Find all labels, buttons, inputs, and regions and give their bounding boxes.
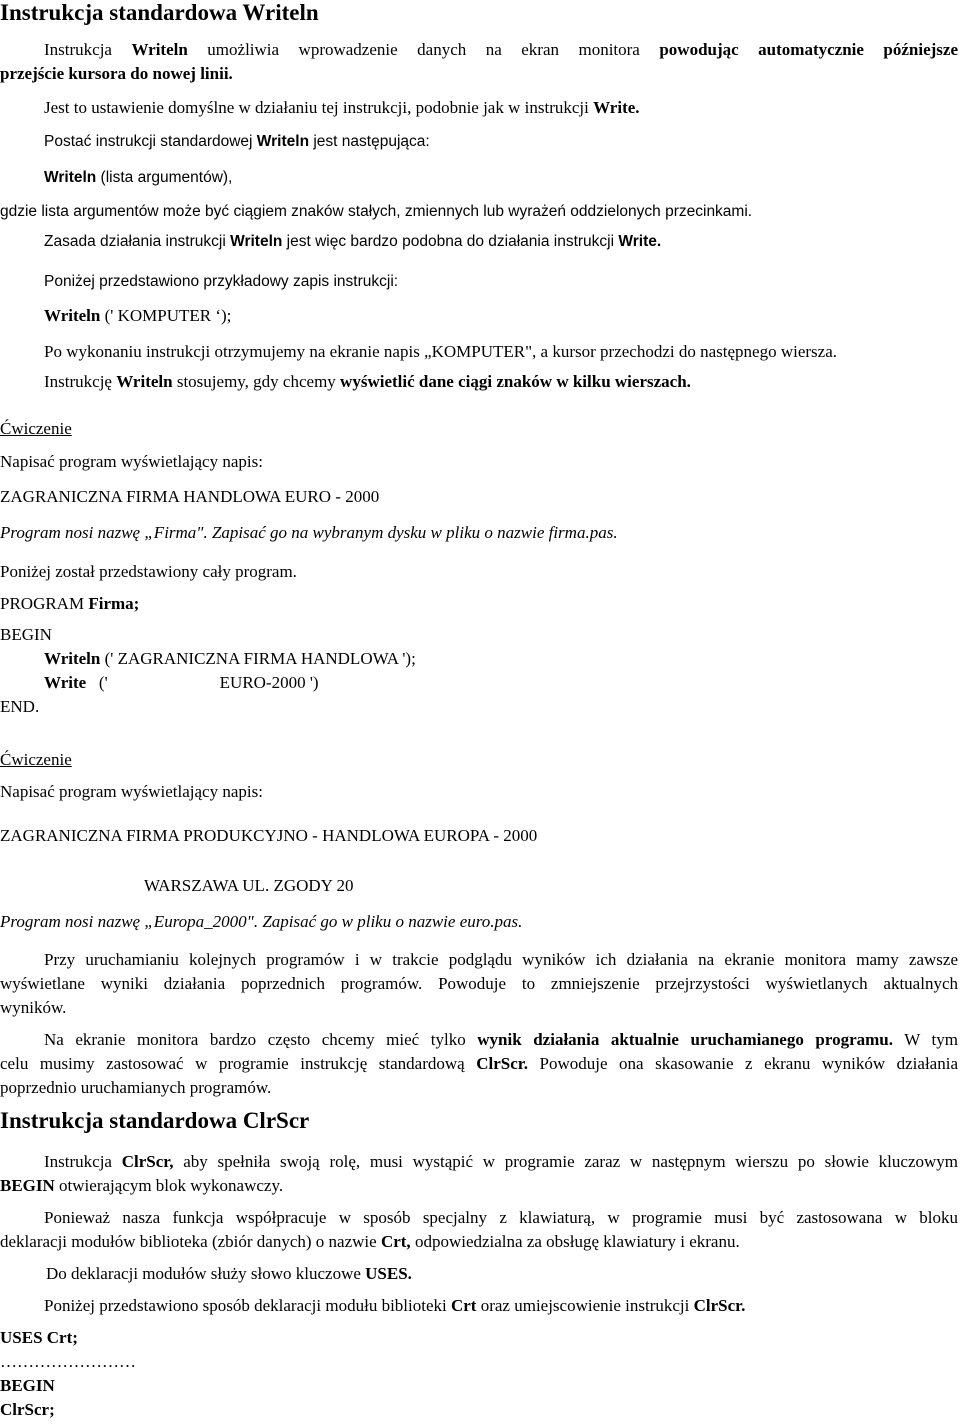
paragraph-argument-list: gdzie lista argumentów może być ciągiem znaków stałych, zmiennych lub wyrażeń oddzielonych przecinkami. (0, 203, 753, 220)
exercise-2-text-line1: ZAGRANICZNA FIRMA PRODUKCYJNO - HANDLOWA EUROPA - 2000 (0, 826, 538, 845)
paragraph-uses: Do deklaracji modułów służy słowo kluczowe USES. (46, 1264, 412, 1283)
code-line-begin-2: BEGIN (0, 1376, 55, 1395)
paragraph-running-line3: wyników. (0, 998, 67, 1017)
code-line-clrscr: ClrScr; (0, 1400, 55, 1419)
syntax-form: Writeln (lista argumentów), (44, 169, 233, 186)
paragraph-default-setting: Jest to ustawienie domyślne w działaniu tej instrukcji, podobnie jak w instrukcji Write. (44, 98, 640, 117)
paragraph-module-declaration: Poniżej przedstawiono sposób deklaracji modułu biblioteki Crt oraz umiejscowienie instrukcji ClrScr. (44, 1296, 746, 1315)
paragraph-clrscr-intro-line2: BEGIN otwierającym blok wykonawczy. (0, 1176, 284, 1195)
paragraph-screen-line3: poprzednio uruchamianych programów. (0, 1078, 272, 1097)
exercise-2-text-line2: WARSZAWA UL. ZGODY 20 (144, 876, 354, 895)
paragraph-writeln-intro-line1: Instrukcja Writeln umożliwia wprowadzenie danych na ekran monitora powodując automatycznie późniejsze (44, 40, 958, 59)
code-line-ellipsis: …………………… (0, 1352, 136, 1371)
paragraph-usage: Instrukcję Writeln stosujemy, gdy chcemy wyświetlić dane ciągi znaków w kilku wierszach. (44, 372, 691, 391)
paragraph-running-line2: wyświetlane wyniki działania poprzednich programów. Powoduje to zmniejszenie przejrzystości wyświetlanych aktualnych (0, 974, 958, 993)
paragraph-writeln-intro-line2: przejście kursora do nowej linii. (0, 64, 233, 83)
exercise-1-text: ZAGRANICZNA FIRMA HANDLOWA EURO - 2000 (0, 487, 380, 506)
exercise-1-task: Napisać program wyświetlający napis: (0, 452, 263, 471)
paragraph-principle: Zasada działania instrukcji Writeln jest więc bardzo podobna do działania instrukcji Write. (44, 233, 662, 250)
exercise-2-note: Program nosi nazwę „Europa_2000". Zapisać go w pliku o nazwie euro.pas. (0, 912, 523, 931)
exercise-2-label: Ćwiczenie (0, 750, 72, 769)
paragraph-result: Po wykonaniu instrukcji otrzymujemy na ekranie napis „KOMPUTER", a kursor przechodzi do następnego wiersza. (44, 342, 837, 361)
exercise-1-program-intro: Poniżej został przedstawiony cały program. (0, 562, 297, 581)
example-writeln: Writeln (' KOMPUTER ‘); (44, 306, 232, 325)
paragraph-screen-line1: Na ekranie monitora bardzo często chcemy mieć tylko wynik działania aktualnie uruchamianego programu. W tym (44, 1030, 958, 1049)
heading-writeln: Instrukcja standardowa Writeln (0, 0, 319, 25)
code-line-end: END. (0, 697, 40, 716)
paragraph-screen-line2: celu musimy zastosować w programie instrukcję standardową ClrScr. Powoduje ona skasowanie z ekranu wyników działania (0, 1054, 958, 1073)
paragraph-crt-line1: Ponieważ nasza funkcja współpracuje w sposób specjalny z klawiaturą, w programie musi być zastosowana w bloku (44, 1208, 958, 1227)
code-line-begin: BEGIN (0, 625, 52, 644)
paragraph-crt-line2: deklaracji modułów biblioteka (zbiór danych) o nazwie Crt, odpowiedzialna za obsługę klawiatury i ekranu. (0, 1232, 740, 1251)
exercise-1-label: Ćwiczenie (0, 419, 72, 438)
paragraph-example-intro: Poniżej przedstawiono przykładowy zapis instrukcji: (44, 273, 399, 290)
exercise-1-note: Program nosi nazwę „Firma". Zapisać go na wybranym dysku w pliku o nazwie firma.pas. (0, 523, 618, 542)
paragraph-syntax-intro: Postać instrukcji standardowej Writeln jest następująca: (44, 133, 430, 150)
code-line-program: PROGRAM Firma; (0, 594, 140, 613)
code-line-write: Write (' EURO-2000 ') (44, 673, 319, 692)
paragraph-clrscr-intro-line1: Instrukcja ClrScr, aby spełniła swoją rolę, musi wystąpić w programie zaraz w następnym wierszu po słowie kluczowym (44, 1152, 958, 1171)
code-line-writeln: Writeln (' ZAGRANICZNA FIRMA HANDLOWA '); (44, 649, 416, 668)
code-line-uses: USES Crt; (0, 1328, 78, 1347)
paragraph-running-line1: Przy uruchamianiu kolejnych programów i w trakcie podglądu wyników ich działania na ekranie monitora mamy zawsze (44, 950, 958, 969)
heading-clrscr: Instrukcja standardowa ClrScr (0, 1108, 310, 1133)
exercise-2-task: Napisać program wyświetlający napis: (0, 782, 263, 801)
